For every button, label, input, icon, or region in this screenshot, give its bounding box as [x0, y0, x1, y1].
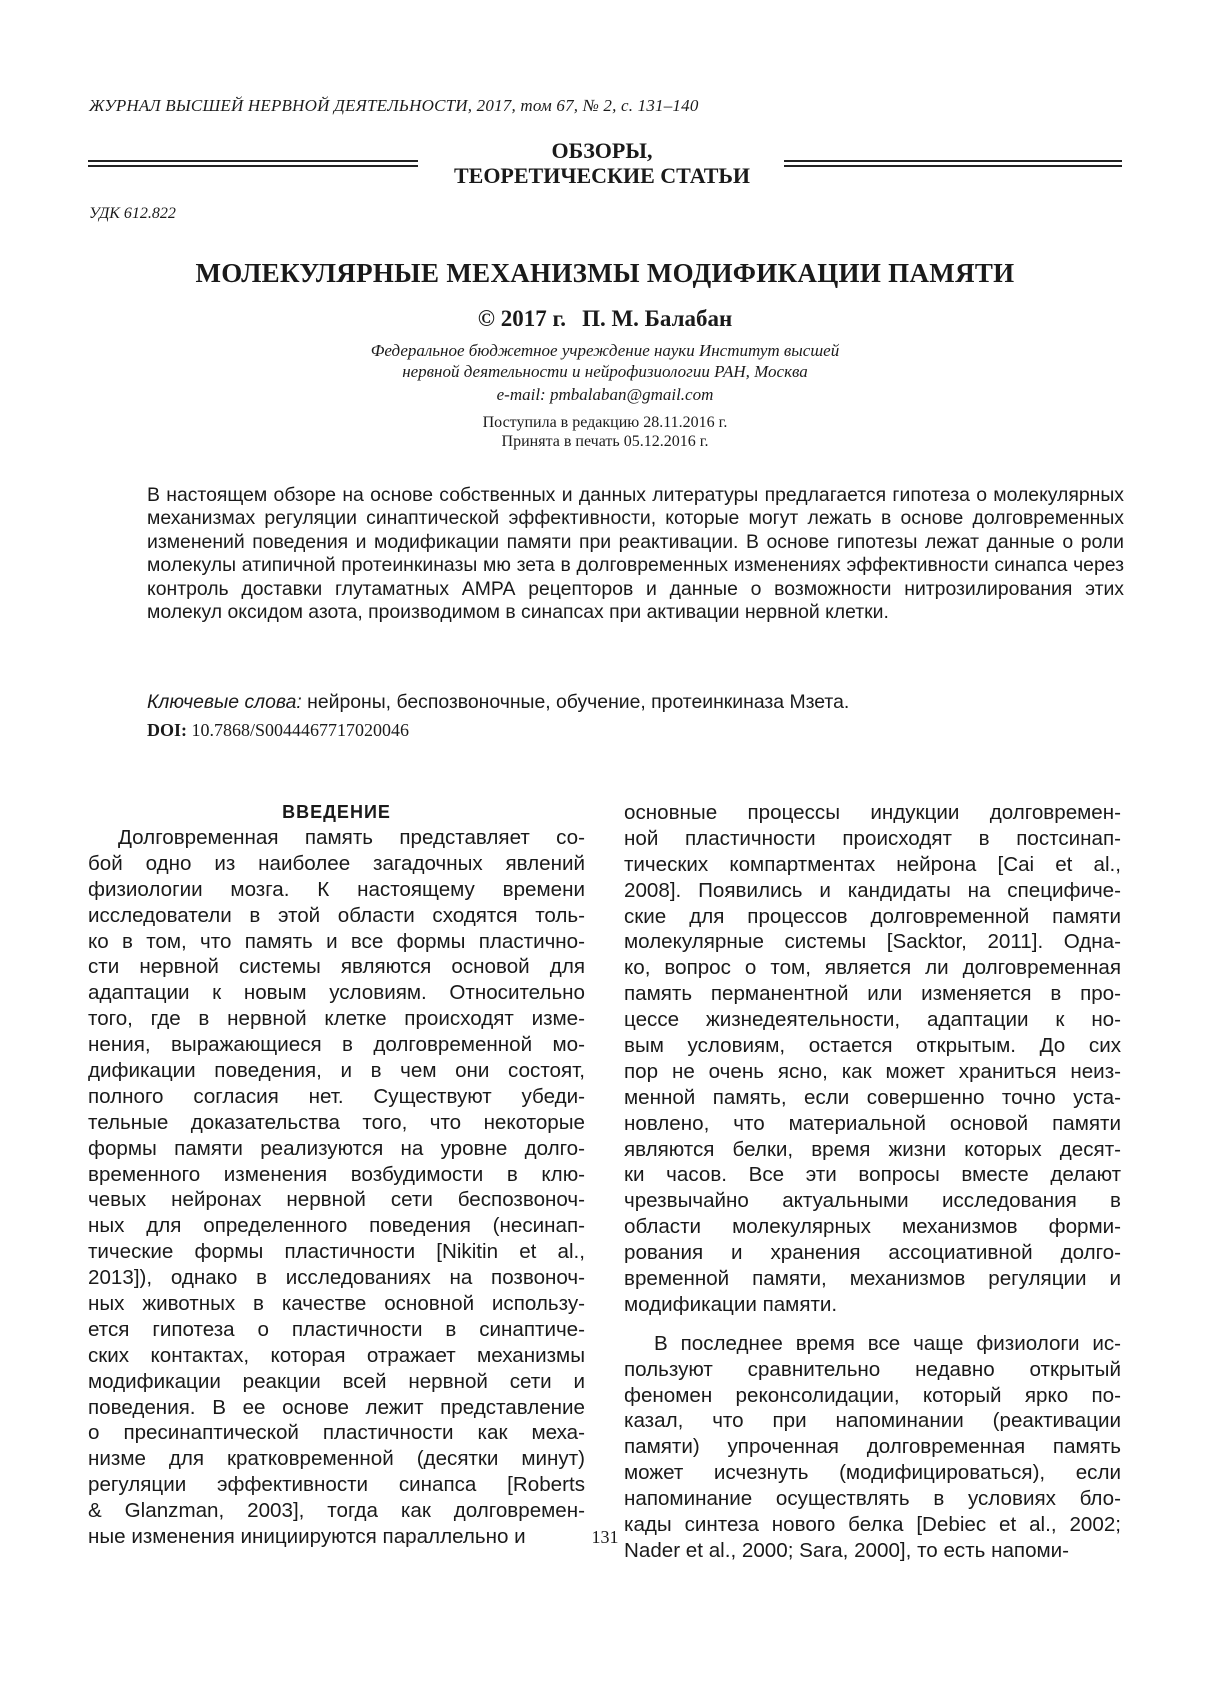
text-line: о пресинаптической пластичности как меха- [88, 1421, 585, 1445]
text-line: 2013]), однако в исследованиях на позвоноч- [88, 1266, 585, 1290]
text-line: ные изменения инициируются параллельно и [88, 1525, 526, 1549]
text-line: ские для процессов долговременной памяти [624, 904, 1121, 928]
text-line: исследователи в этой области сходятся толь- [88, 903, 585, 927]
text-line: тических компартментах нейрона [Cai et al., [624, 852, 1121, 876]
text-line: ных животных в качестве основной использу- [88, 1292, 585, 1316]
text-line: формы памяти реализуются на уровне долго- [88, 1136, 585, 1160]
affiliation-line-2: нервной деятельности и нейрофизиологии РАН, Москва [402, 362, 808, 381]
keywords-text: нейроны, беспозвоночные, обучение, протеинкиназа Мзета. [307, 691, 850, 713]
affiliation-line-1: Федеральное бюджетное учреждение науки Институт высшей [370, 341, 840, 360]
section-heading: ВВЕДЕНИЕ [282, 802, 391, 822]
text-line: Долговременная память представляет со- [118, 826, 585, 849]
text-line: пользуют сравнительно недавно открытый [624, 1357, 1121, 1381]
text-line: временной памяти, механизмов регуляции и [624, 1267, 1121, 1291]
text-line: память перманентной или изменяется в про- [624, 982, 1121, 1006]
text-line: нения, выражающиеся в долговременной мо- [88, 1033, 585, 1057]
text-line: поведения. В ее основе лежит представление [88, 1395, 585, 1419]
text-line: низме для кратковременной (десятки минут) [88, 1447, 585, 1471]
keywords [147, 691, 1124, 714]
text-line: тические формы пластичности [Nikitin et al., [88, 1240, 585, 1264]
text-line: 2008]. Появились и кандидаты на специфиче- [624, 878, 1121, 902]
section-line-1: ОБЗОРЫ, [551, 138, 653, 163]
right-column [624, 800, 1121, 1564]
text-line: сти нервной системы являются основой для [88, 955, 585, 979]
text-line: В последнее время все чаще физиологи ис- [654, 1331, 1121, 1355]
text-line: ко в том, что память и все формы пластично- [88, 929, 585, 953]
paragraph-gap [624, 1318, 1121, 1331]
copyright-year: © 2017 г. [477, 306, 567, 331]
doi-label: DOI: [147, 720, 187, 740]
doi [147, 720, 409, 741]
text-line: бой одно из наиболее загадочных явлений [88, 851, 585, 875]
abstract: В настоящем обзоре на основе собственных и данных литературы предлагается гипотеза о молекулярных механизмах регуляции синаптической эффективности, которые могут лежать в основе долговременных изменений поведения и модификации памяти при реактивации. В основе гипотезы лежат данные о роли молекулы атипичной протеинкиназы мю зета в долговременных изменениях эффективности синапса через контроль доставки глутаматных АМРА рецепторов и данные о возможности нитрозилирования этих молекул оксидом азота, производимом в синапсах при активации нервной клетки. [147, 484, 1124, 624]
text-line: феномен реконсолидации, который ярко по- [624, 1383, 1121, 1407]
text-line: полного согласия нет. Существуют убеди- [88, 1084, 585, 1108]
text-line: новлено, что материальной основой памяти [624, 1111, 1121, 1135]
text-line: казал, что при напоминании (реактивации [624, 1409, 1121, 1433]
text-line: рования и хранения ассоциативной долго- [624, 1241, 1121, 1265]
doi-value[interactable]: 10.7868/S0044467717020046 [191, 720, 410, 740]
text-line: кады синтеза нового белка [Debiec et al., 2002; [624, 1513, 1121, 1537]
text-line: модификации реакции всей нервной сети и [88, 1369, 585, 1393]
text-line: напоминание осуществлять в условиях бло- [624, 1487, 1121, 1511]
text-line: ется гипотеза о пластичности в синаптиче- [88, 1317, 585, 1341]
author-email[interactable]: e-mail: pmbalaban@gmail.com [496, 385, 714, 404]
text-line: модификации памяти. [624, 1292, 838, 1316]
text-line: ных для определенного поведения (несинап- [88, 1214, 585, 1238]
text-line: памяти) упроченная долговременная память [624, 1435, 1121, 1459]
text-line: физиологии мозга. К настоящему времени [88, 877, 585, 901]
text-line: ной пластичности происходят в постсинап- [624, 826, 1121, 850]
text-line: временного изменения возбудимости в клю- [88, 1162, 585, 1186]
text-line: может исчезнуть (модифицироваться), если [624, 1461, 1121, 1485]
text-line: молекулярные системы [Sacktor, 2011]. Одна- [624, 930, 1121, 954]
text-line: дификации поведения, и в чем они состоят, [88, 1059, 585, 1083]
text-line: ских контактах, которая отражает механизмы [88, 1343, 585, 1367]
left-column-text [88, 825, 585, 1550]
text-line: тельные доказательства того, что некоторые [88, 1110, 585, 1134]
article-dates [88, 413, 1122, 451]
text-line: вым условиям, остается открытым. До сих [624, 1034, 1121, 1058]
text-line: чрезвычайно актуальными исследования в [624, 1189, 1121, 1213]
journal-citation: ЖУРНАЛ ВЫСШЕЙ НЕРВНОЙ ДЕЯТЕЛЬНОСТИ, 2017, том 67, № 2, с. 131–140 [89, 96, 699, 115]
left-column [88, 800, 585, 1550]
section-line-2: ТЕОРЕТИЧЕСКИЕ СТАТЬИ [453, 163, 751, 188]
text-line: того, где в нервной клетке происходят изме- [88, 1007, 585, 1031]
right-paragraph-1 [624, 800, 1121, 1318]
page-number: 131 [591, 1527, 619, 1547]
text-line: ко, вопрос о том, является ли долговременная [624, 956, 1121, 980]
section-rule-left [88, 160, 418, 167]
section-rule-right [784, 160, 1122, 167]
received-date: Поступила в редакцию 28.11.2016 г. [482, 414, 728, 431]
udk-code: УДК 612.822 [89, 205, 176, 222]
text-line: ки часов. Все эти вопросы вместе делают [624, 1163, 1121, 1187]
text-line: адаптации к новым условиям. Относительно [88, 981, 585, 1005]
text-line: цессе жизнедеятельности, адаптации к но- [624, 1008, 1121, 1032]
text-line: & Glanzman, 2003], тогда как долговремен- [88, 1499, 585, 1523]
article-title: МОЛЕКУЛЯРНЫЕ МЕХАНИЗМЫ МОДИФИКАЦИИ ПАМЯТИ [195, 258, 1015, 288]
accepted-date: Принята в печать 05.12.2016 г. [501, 433, 709, 450]
section-header [420, 138, 784, 188]
text-line: основные процессы индукции долговремен- [624, 801, 1121, 824]
text-line: менной память, если совершенно точно уста- [624, 1085, 1121, 1109]
text-line: являются белки, время жизни которых десят- [624, 1137, 1121, 1161]
text-line: чевых нейронах нервной сети беспозвоноч- [88, 1188, 585, 1212]
keywords-label: Ключевые слова: [147, 691, 302, 713]
text-line: Nader et al., 2000; Sara, 2000], то есть напоми- [624, 1538, 1070, 1562]
text-line: области молекулярных механизмов форми- [624, 1215, 1121, 1239]
text-line: регуляции эффективности синапса [Roberts [88, 1473, 585, 1497]
author-name: П. М. Балабан [582, 306, 733, 331]
affiliation [88, 340, 1122, 382]
author-line [88, 306, 1122, 332]
text-line: пор не очень ясно, как может храниться неиз- [624, 1059, 1121, 1083]
